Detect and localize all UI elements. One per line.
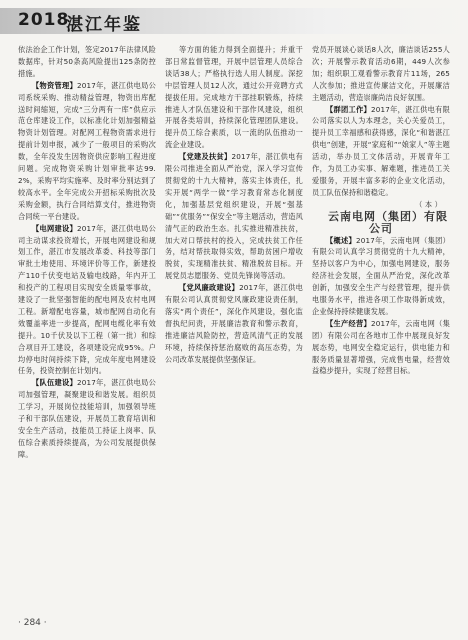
text-column-1 <box>18 44 156 610</box>
paragraph-heading: 【生产经营】 <box>326 318 372 328</box>
paragraph <box>18 80 156 223</box>
paragraph <box>165 44 303 151</box>
paragraph <box>312 235 450 318</box>
paragraph <box>312 104 450 199</box>
paragraph-heading: 【群团工作】 <box>326 104 372 114</box>
page-number: · 284 · <box>18 618 47 628</box>
paragraph-text: 2017年，湛江供电有限公司推进全面从严治党，深入学习宣传贯彻党的十九大精神，落实主体责任，扎实开展“两学一做”学习教育常态化制度化，加强基层党组织建设，开展“强基础”“优服务”“保安全”等主题活动，营造风清气正的政治生态。扎实推进精准扶贫，加大对口帮扶村的投入，完成扶贫工作任务，结对帮扶取得实效，帮助贫困户增收脱贫，实现精准扶贫、精准脱贫目标。开展党员志愿服务、党员先锋岗等活动。 <box>165 152 303 281</box>
paragraph-text: 2017年，云南电网（集团）有限公司在各地市工作中展现良好发展态势，电网安全稳定运行，供电能力和服务质量显著增强，完成售电量，经营效益稳步提升，实现了经营目标。 <box>312 318 450 376</box>
yearbook-title: 湛江年鉴 <box>66 15 142 35</box>
paragraph <box>312 44 450 104</box>
paragraph-text: 2017年，湛江供电局公司系统采购、推动精益管理，物资出库配送时间缩短，完成“三分两有一库”供应示范仓库建设工作，以标准化计划加强精益物资计划管理。对配网工程物资需求进行提前计划申报，减少了一般项目的采购次数，全年没发生因物资供应影响工程进度问题。完成物资采购计划审批率达99.2%，采购平均实施率、及时率分别达到了较高水平。全年完成公开招标采购批次及采购金额，执行合同结算支付，推进物资合同统一平台建设。 <box>18 80 156 221</box>
paragraph-text: 2017年，云南电网（集团）有限公司认真学习贯彻党的十九大精神，坚持以客户为中心，加强电网建设，服务经济社会发展，全面从严治党，深化改革创新，加强安全生产与经营管理，提升供电服务水平，推进各项工作取得新成效，企业保持持续健康发展。 <box>312 235 450 316</box>
paragraph-text: 2017年，湛江供电局公司主动谋求投资增长，开展电网建设和规划工作，湛江市发展改革委、科技等部门审批土地使用、环境评价等工作，新建投产110千伏变电站及输电线路，年内开工和投产的工程项目实现安全质量零事故，建设了一批坚强智能的配电网及农村电网工程。新增配电容量，城市配网自动化有效覆盖率进一步提高，配网电缆化率有效提升。10千伏及以下工程（第一批）和综合项目开工建设，各项建设完成95%。户均停电时间持续下降，完成年度电网建设任务，投资控制在计划内。 <box>18 223 156 376</box>
paragraph <box>18 44 156 80</box>
paragraph <box>165 151 303 282</box>
paragraph-text: 党员开展谈心谈话8人次，廉洁谈话255人次；开展警示教育活动6期，449人次参加；组织职工观看警示教育片11场，265人次参加；推进宣传廉洁文化，开展廉洁主题活动，营造崇廉尚洁良好氛围。 <box>312 45 450 102</box>
paragraph-heading: 【概述】 <box>326 235 357 245</box>
paragraph-heading: 【电网建设】 <box>32 223 78 233</box>
paragraph <box>165 282 303 365</box>
text-column-3 <box>312 44 450 610</box>
paragraph-text: 2017年，湛江供电局公司加强管理，凝聚建设和谐发展。组织员工学习，开展岗位技能培训，加强领导班子和干部队伍建设，开展员工教育培训和安全生产活动，技能员工持证上岗率、队伍综合素质持续提高，为公司发展提供保障。 <box>18 378 156 459</box>
paragraph-heading: 【党风廉政建设】 <box>179 283 240 293</box>
text-column-2 <box>165 44 303 610</box>
yearbook-year: 2018 <box>18 10 70 30</box>
paragraph-text: 依法治企工作计划，签定2017年法律风险数据库，针对50条高风险提出125条防控措施。 <box>18 45 156 78</box>
page-header <box>0 0 468 44</box>
section-heading: 云南电网（集团）有限公司 <box>328 209 448 235</box>
paragraph <box>312 318 450 378</box>
paragraph <box>18 223 156 378</box>
paragraph-text: 等方面的能力得到全面提升；并重干部日常监督管理，开展中层管理人员综合谈话38人；严格执行选人用人制度。深挖中层管理人员12人次，通过公开竞聘方式提拔任用。完成地方干部挂职锻炼，持续推进人才队伍建设和干部作风建设，组织开展各类培训，持续深化管理团队建设。提升员工综合素质，以一流的队伍推动一流企业建设。 <box>165 45 303 150</box>
paragraph-heading: 【队伍建设】 <box>32 378 78 388</box>
author-signature: （ 本 ） <box>415 199 442 209</box>
paragraph-text: 2017年，湛江供电有限公司认真贯彻党风廉政建设责任制，落实“两个责任”，深化作风建设，强化监督执纪问责，开展廉洁教育和警示教育，推进廉洁风险防控，营造风清气正的发展环境，持续保持惩治腐败的高压态势，为公司改革发展提供坚强保证。 <box>165 283 303 364</box>
paragraph <box>18 377 156 460</box>
paragraph-heading: 【物资管理】 <box>32 80 78 90</box>
paragraph-text: 2017年，湛江供电有限公司落实以人为本理念，关心关爱员工，提升员工幸福感和获得感，深化“和谐湛江供电”创建，开展“家庭和”“娘家人”等主题活动，举办员工文体活动，开展青年工作，为员工办实事、解难题，推进员工关爱服务，开展丰富多彩的企业文化活动，员工队伍保持和谐稳定。 <box>312 104 450 197</box>
paragraph-heading: 【党建及扶贫】 <box>179 152 232 162</box>
